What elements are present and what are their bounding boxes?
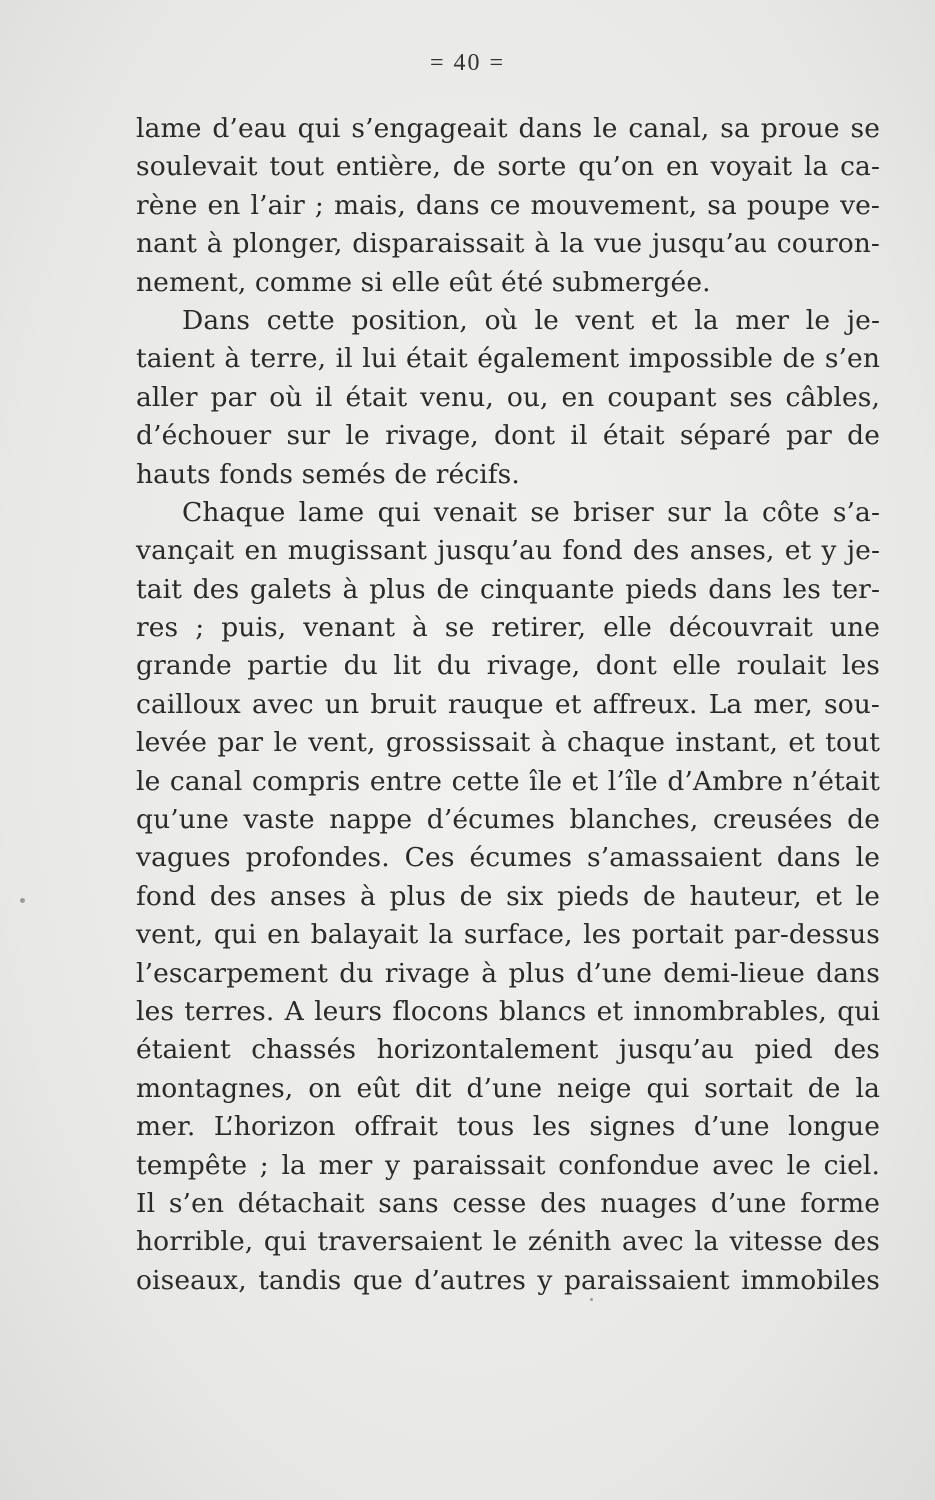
paper-speck [20, 898, 25, 903]
text-line: levée par le vent, grossissait à chaque instant, et tout [136, 727, 880, 759]
text-line: vançait en mugissant jusqu’au fond des anses, et y je- [136, 535, 880, 567]
text-line: l’escarpement du rivage à plus d’une demi-lieue dans [136, 957, 880, 989]
text-line: étaient chassés horizontalement jusqu’au pied des [136, 1034, 880, 1066]
text-line: lame d’eau qui s’engageait dans le canal, sa proue se [136, 113, 880, 144]
text-line: tait des galets à plus de cinquante pieds dans les ter- [136, 573, 880, 605]
text-line: vagues profondes. Ces écumes s’amassaient dans le [136, 842, 880, 874]
text-line: Il s’en détachait sans cesse des nuages d’une forme [136, 1187, 880, 1219]
text-line: hauts fonds semés de récifs. [136, 458, 520, 490]
text-line: oiseaux, tandis que d’autres y paraissaient immobiles [136, 1264, 880, 1296]
text-line: tempête ; la mer y paraissait confondue avec le ciel. [136, 1149, 880, 1181]
text-line: rène en l’air ; mais, dans ce mouvement, sa poupe ve- [136, 189, 880, 221]
text-line: nant à plonger, disparaissait à la vue jusqu’au couron- [136, 228, 880, 260]
body-text [136, 110, 880, 1300]
paper-speck [590, 1298, 593, 1301]
text-line: le canal compris entre cette île et l’île d’Ambre n’était [136, 765, 880, 797]
page-number: = 40 = [429, 50, 506, 76]
text-line: res ; puis, venant à se retirer, elle découvrait une [136, 612, 880, 644]
text-line: mer. L’horizon offrait tous les signes d’une longue [136, 1111, 880, 1143]
text-line: les terres. A leurs flocons blancs et innombrables, qui [136, 995, 880, 1027]
text-line: grande partie du lit du rivage, dont elle roulait les [136, 650, 880, 682]
text-line: Chaque lame qui venait se briser sur la côte s’a- [182, 496, 880, 528]
text-line: horrible, qui traversaient le zénith avec la vitesse des [136, 1226, 880, 1258]
text-line: taient à terre, il lui était également impossible de s’en [136, 343, 880, 375]
text-line: vent, qui en balayait la surface, les portait par-dessus [136, 919, 880, 951]
text-line: cailloux avec un bruit rauque et affreux. La mer, sou- [136, 688, 880, 720]
text-line: aller par où il était venu, ou, en coupant ses câbles, [136, 381, 880, 413]
text-line: d’échouer sur le rivage, dont il était séparé par de [136, 420, 880, 452]
text-line: Dans cette position, où le vent et la mer le je- [182, 304, 880, 336]
text-line: soulevait tout entière, de sorte qu’on en voyait la ca- [136, 151, 880, 183]
text-line: nement, comme si elle eût été submergée. [136, 266, 711, 298]
text-line: montagnes, on eût dit d’une neige qui sortait de la [136, 1072, 880, 1104]
text-line: qu’une vaste nappe d’écumes blanches, creusées de [136, 804, 880, 836]
text-line: fond des anses à plus de six pieds de hauteur, et le [136, 880, 880, 912]
